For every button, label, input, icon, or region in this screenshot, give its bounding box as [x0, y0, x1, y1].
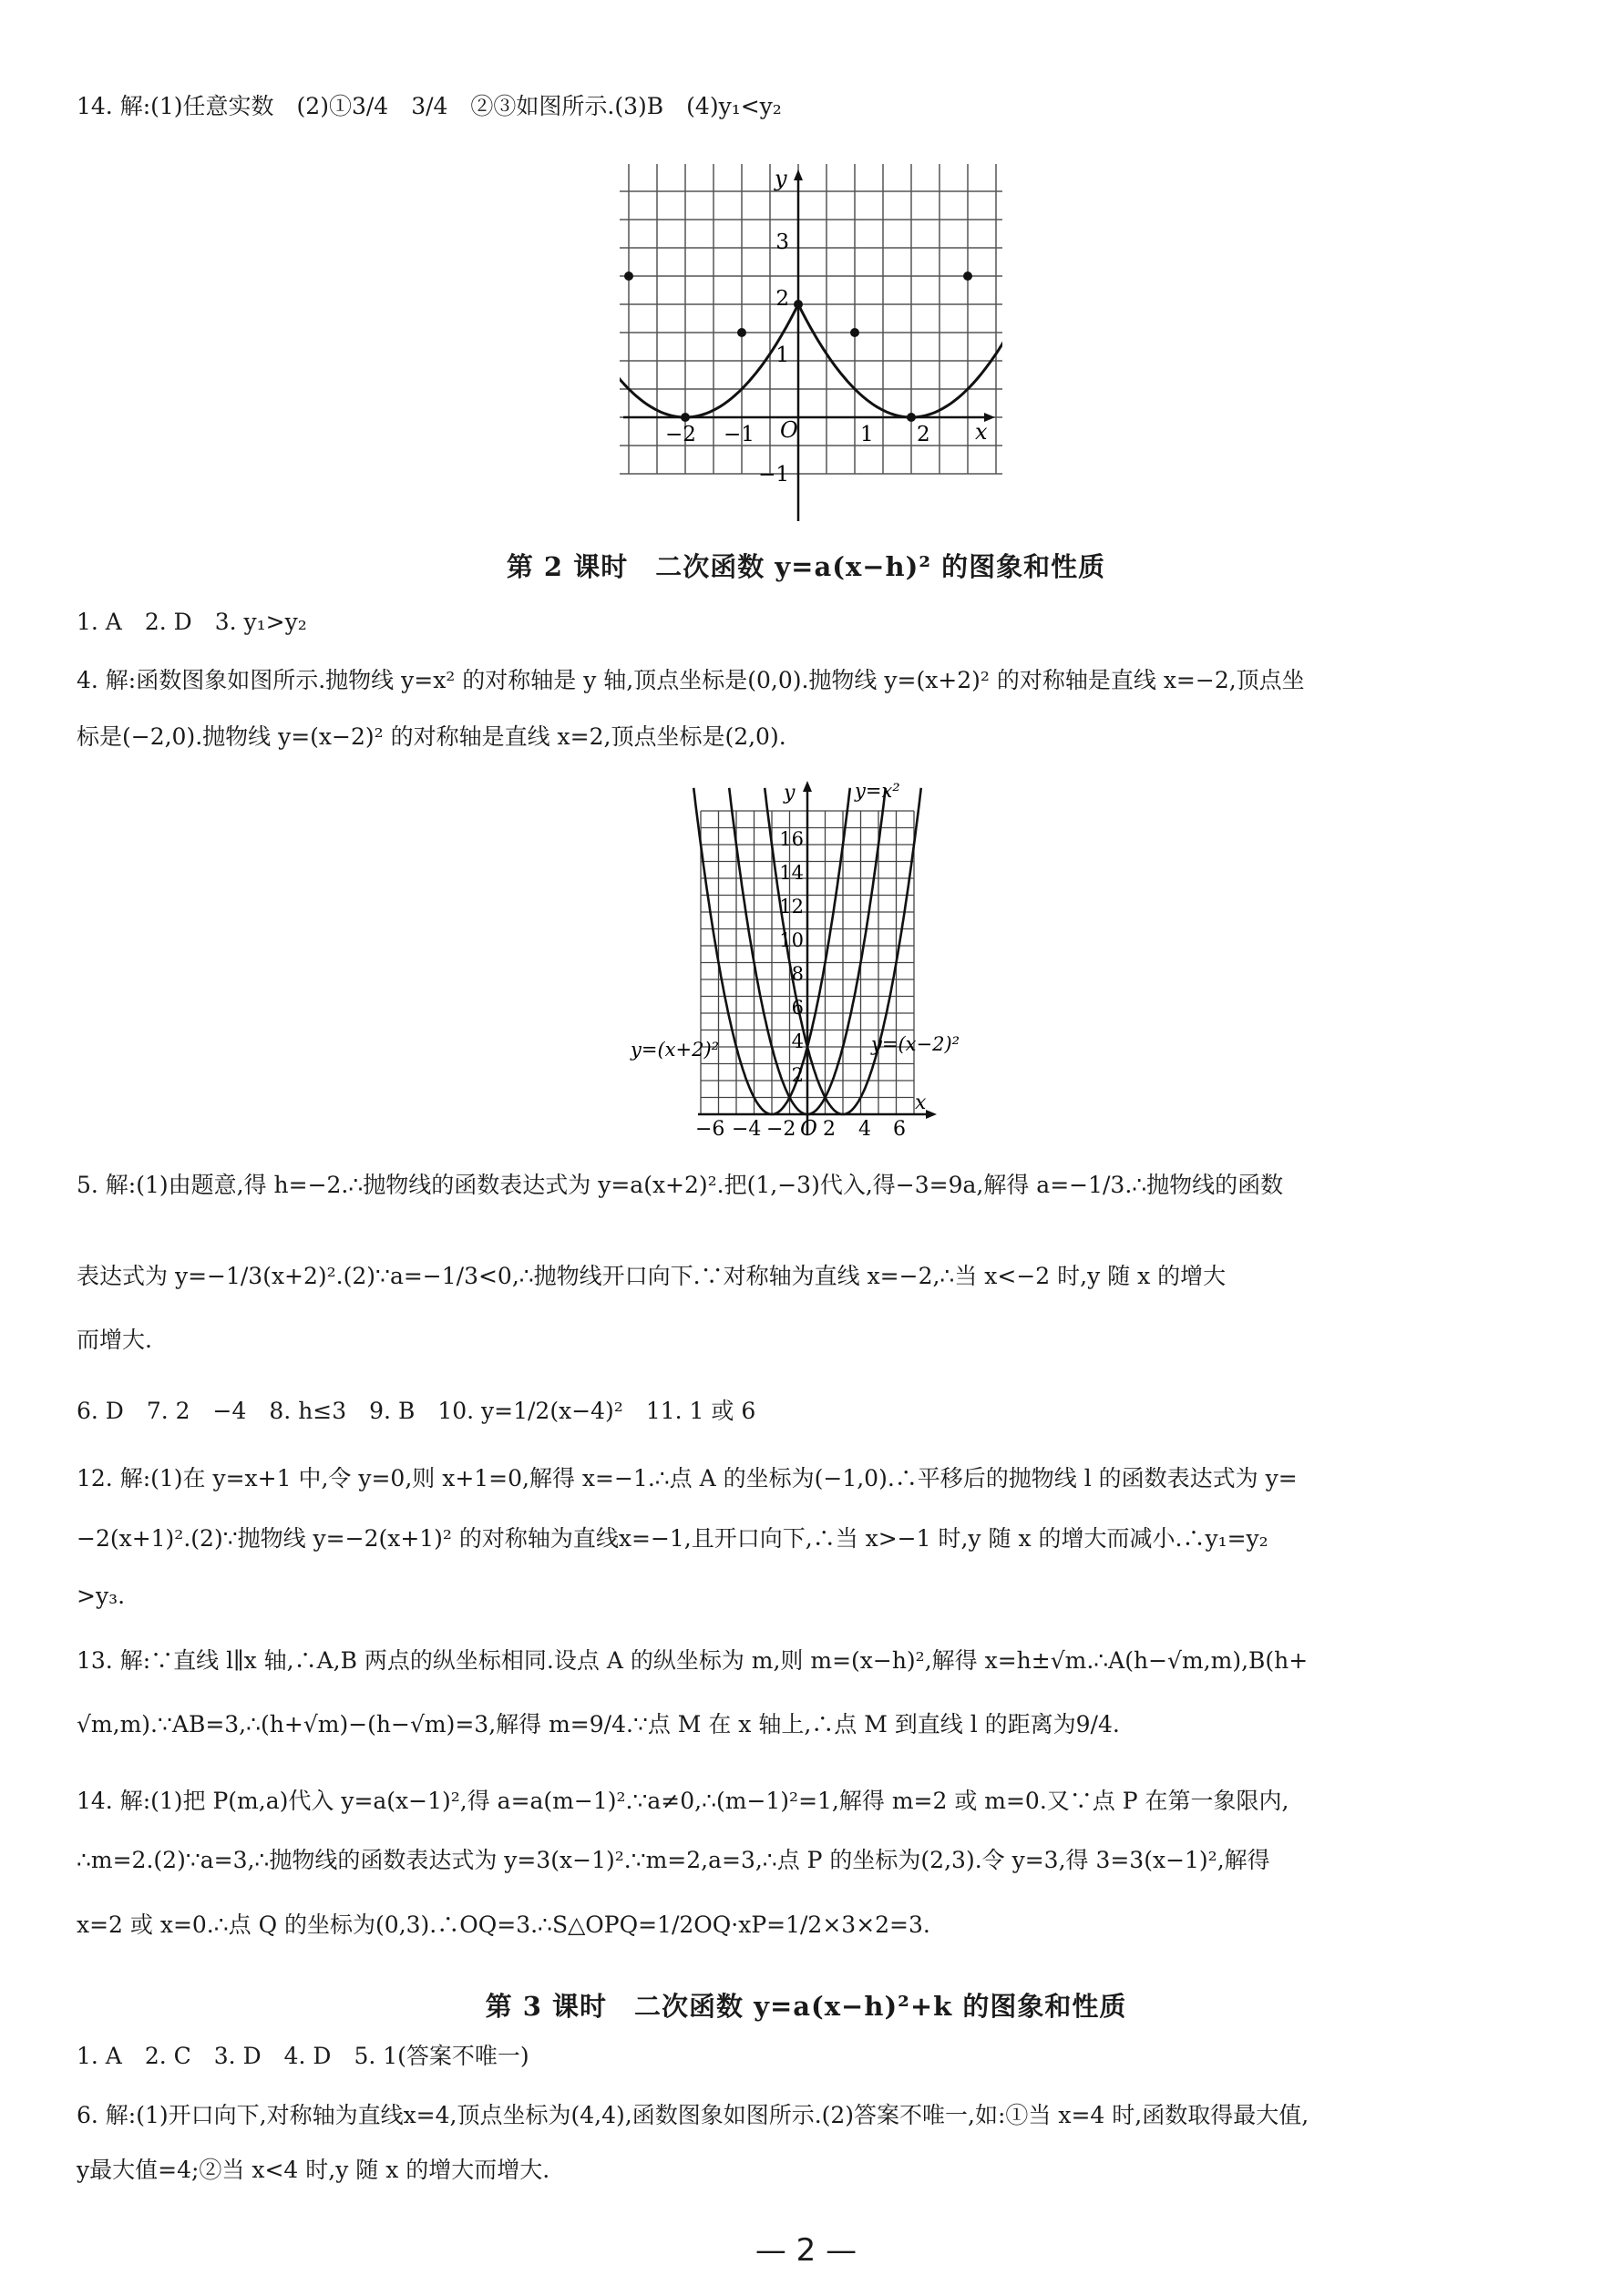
- curve-label: y=(x−2)²: [871, 1033, 960, 1055]
- plot-point: [794, 300, 803, 309]
- x-axis-arrow: [926, 1110, 937, 1119]
- answer-line: √m,m).∵AB=3,∴(h+√m)−(h−√m)=3,解得 m=9/4.∵点 M 在 x 轴上,∴点 M 到直线 l 的距离为9/4.: [77, 1711, 1120, 1737]
- plot-point: [850, 328, 859, 337]
- y-axis-arrow: [803, 781, 812, 792]
- answer-line: y最大值=4;②当 x<4 时,y 随 x 的增大而增大.: [77, 2157, 550, 2183]
- answer-line: ∴m=2.(2)∵a=3,∴抛物线的函数表达式为 y=3(x−1)².∵m=2,a=3,∴点 P 的坐标为(2,3).令 y=3,得 3=3(x−1)²,解得: [77, 1847, 1270, 1873]
- y-tick-label: −1: [758, 463, 789, 487]
- answer-line: 6. 解:(1)开口向下,对称轴为直线x=4,顶点坐标为(4,4),函数图象如图所示.(2)答案不唯一,如:①当 x=4 时,函数取得最大值,: [77, 2102, 1309, 2128]
- curve-label: y=(x+2)²: [631, 1039, 720, 1061]
- plot-point: [907, 413, 916, 422]
- figure-1-graph: [620, 164, 1002, 528]
- answer-line: 14. 解:(1)任意实数 (2)①3/4 3/4 ②③如图所示.(3)B (4)y₁<y₂: [77, 93, 782, 119]
- plot-point: [963, 272, 972, 281]
- y-axis-arrow: [794, 169, 803, 180]
- x-tick-label: −2: [766, 1118, 796, 1141]
- answer-line: 6. D 7. 2 −4 8. h≤3 9. B 10. y=1/2(x−4)² 11. 1 或 6: [77, 1398, 756, 1424]
- y-tick-label: 14: [779, 862, 804, 884]
- answer-line: 标是(−2,0).抛物线 y=(x−2)² 的对称轴是直线 x=2,顶点坐标是(2,0).: [77, 723, 786, 750]
- answer-line: −2(x+1)².(2)∵抛物线 y=−2(x+1)² 的对称轴为直线x=−1,且开口向下,∴当 x>−1 时,y 随 x 的增大而减小.∴y₁=y₂: [77, 1525, 1268, 1552]
- y-tick-label: 12: [779, 896, 804, 917]
- answer-line: 4. 解:函数图象如图所示.抛物线 y=x² 的对称轴是 y 轴,顶点坐标是(0,0).抛物线 y=(x+2)² 的对称轴是直线 x=−2,顶点坐: [77, 667, 1305, 693]
- y-tick-label: 1: [775, 343, 789, 367]
- x-tick-label: 2: [823, 1118, 836, 1141]
- y-axis-label: y: [775, 166, 787, 191]
- section-heading: 第 2 课时 二次函数 y=a(x−h)² 的图象和性质: [506, 551, 1106, 582]
- y-tick-label: 10: [779, 929, 804, 951]
- answer-line: 14. 解:(1)把 P(m,a)代入 y=a(x−1)²,得 a=a(m−1)².∵a≠0,∴(m−1)²=1,解得 m=2 或 m=0.又∵点 P 在第一象限内,: [77, 1788, 1289, 1814]
- x-tick-label: 6: [893, 1118, 906, 1141]
- x-axis-label: x: [915, 1092, 927, 1114]
- y-tick-label: 4: [791, 1030, 804, 1052]
- y-tick-label: 2: [775, 287, 789, 311]
- answer-line: 5. 解:(1)由题意,得 h=−2.∴抛物线的函数表达式为 y=a(x+2)².把(1,−3)代入,得−3=9a,解得 a=−1/3.∴抛物线的函数: [77, 1172, 1284, 1198]
- answer-line: 1. A 2. C 3. D 4. D 5. 1(答案不唯一): [77, 2043, 529, 2069]
- answer-line: x=2 或 x=0.∴点 Q 的坐标为(0,3).∴OQ=3.∴S△OPQ=1/2OQ·xP=1/2×3×2=3.: [77, 1912, 930, 1938]
- answer-line: 12. 解:(1)在 y=x+1 中,令 y=0,则 x+1=0,解得 x=−1.∴点 A 的坐标为(−1,0).∴平移后的抛物线 l 的函数表达式为 y=: [77, 1465, 1298, 1491]
- y-tick-label: 8: [791, 963, 804, 985]
- curve-y-abs-x-squared-minus-1: [620, 260, 1002, 417]
- x-tick-label: 2: [917, 423, 930, 446]
- plotted-points: [620, 164, 1002, 422]
- plot-point: [737, 328, 746, 337]
- section-heading: 第 3 课时 二次函数 y=a(x−h)²+k 的图象和性质: [485, 1991, 1127, 2022]
- answer-line: 13. 解:∵直线 l∥x 轴,∴A,B 两点的纵坐标相同.设点 A 的纵坐标为 m,则 m=(x−h)²,解得 x=h±√m.∴A(h−√m,m),B(h+: [77, 1647, 1309, 1674]
- figure-2-graph: [629, 779, 993, 1143]
- origin-label: O: [800, 1117, 817, 1141]
- answer-line: >y₃.: [77, 1583, 126, 1609]
- x-axis-label: x: [975, 419, 988, 445]
- answer-line: 表达式为 y=−1/3(x+2)².(2)∵a=−1/3<0,∴抛物线开口向下.∵对称轴为直线 x=−2,∴当 x<−2 时,y 随 x 的增大: [77, 1263, 1227, 1289]
- page-number: — 2 —: [755, 2232, 857, 2269]
- curve-label: y=x²: [855, 780, 900, 802]
- y-tick-label: 6: [791, 997, 804, 1019]
- y-axis-label: y: [784, 782, 796, 805]
- x-tick-label: 1: [860, 423, 874, 446]
- y-tick-label: 2: [791, 1064, 804, 1086]
- answer-line: 而增大.: [77, 1327, 152, 1353]
- y-tick-label: 3: [775, 231, 789, 254]
- answer-line: 1. A 2. D 3. y₁>y₂: [77, 609, 307, 635]
- x-tick-label: −4: [732, 1118, 762, 1141]
- x-tick-label: −1: [724, 423, 755, 446]
- plot-point: [624, 272, 633, 281]
- x-tick-label: 4: [858, 1118, 871, 1141]
- x-tick-label: −6: [695, 1118, 725, 1141]
- y-tick-label: 16: [779, 828, 804, 850]
- plot-point: [681, 413, 690, 422]
- x-tick-label: −2: [665, 423, 696, 446]
- origin-label: O: [780, 417, 798, 443]
